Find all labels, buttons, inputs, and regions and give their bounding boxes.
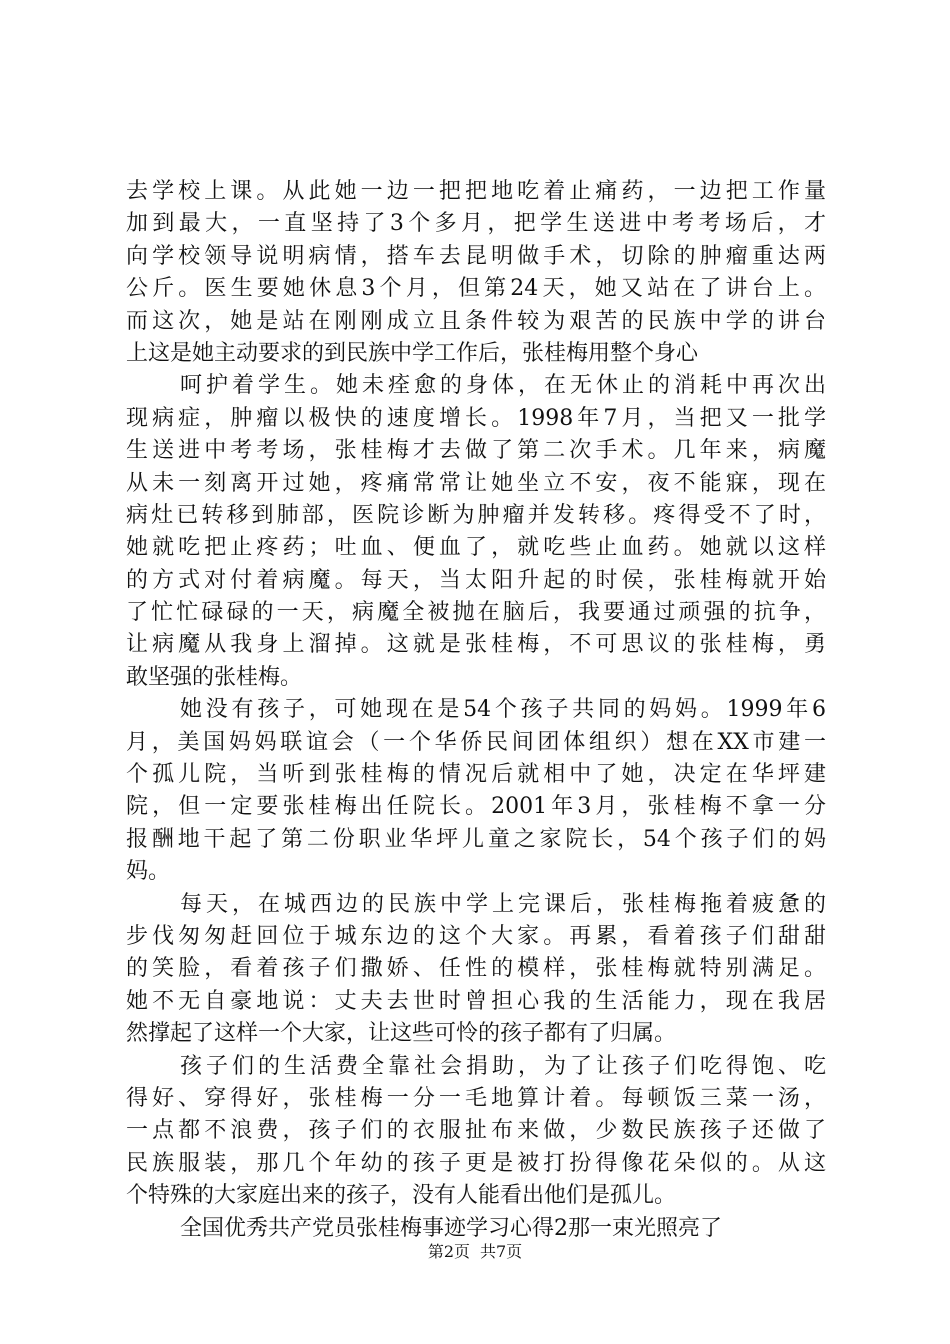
text-line: 呵护着学生。她未痊愈的身体，在无休止的消耗中再次出 bbox=[180, 373, 826, 399]
text-line: 病灶已转移到肺部，医院诊断为肿瘤并发转移。疼得受不了时， bbox=[126, 502, 826, 528]
text-line: 让病魔从我身上溜掉。这就是张桂梅，不可思议的张桂梅，勇 bbox=[126, 632, 826, 658]
text-line: 而这次，她是站在刚刚成立且条件较为艰苦的民族中学的讲台 bbox=[126, 308, 826, 334]
text-line: 加到最大，一直坚持了3个多月，把学生送进中考考场后，才 bbox=[126, 211, 826, 237]
text-line: 的笑脸，看着孩子们撒娇、任性的模样，张桂梅就特别满足。 bbox=[126, 956, 826, 982]
text-line: 民族服装，那几个年幼的孩子更是被打扮得像花朵似的。从这 bbox=[126, 1150, 826, 1176]
text-line: 她没有孩子，可她现在是54个孩子共同的妈妈。1999年6 bbox=[180, 697, 826, 723]
text-line: 的方式对付着病魔。每天，当太阳升起的时侯，张桂梅就开始 bbox=[126, 567, 826, 593]
text-line: 上这是她主动要求的到民族中学工作后，张桂梅用整个身心 bbox=[126, 340, 699, 366]
page-footer bbox=[0, 1242, 950, 1262]
text-line: 妈。 bbox=[126, 859, 171, 885]
text-line: 步伐匆匆赶回位于城东边的这个大家。再累，看着孩子们甜甜 bbox=[126, 923, 826, 949]
text-line: 一点都不浪费，孩子们的衣服扯布来做，少数民族孩子还做了 bbox=[126, 1118, 826, 1144]
text-line: 然撑起了这样一个大家，让这些可怜的孩子都有了归属。 bbox=[126, 1021, 677, 1047]
text-line: 得好、穿得好，张桂梅一分一毛地算计着。每顿饭三菜一汤， bbox=[126, 1085, 826, 1111]
text-line: 去学校上课。从此她一边一把把地吃着止痛药，一边把工作量 bbox=[126, 179, 826, 204]
text-line: 月，美国妈妈联谊会（一个华侨民间团体组织）想在XX市建一 bbox=[126, 729, 826, 755]
text-line: 个特殊的大家庭出来的孩子，没有人能看出他们是孤儿。 bbox=[126, 1183, 677, 1209]
text-line: 现病症，肿瘤以极快的速度增长。1998年7月，当把又一批学 bbox=[126, 405, 826, 431]
text-line: 了忙忙碌碌的一天，病魔全被抛在脑后，我要通过顽强的抗争， bbox=[126, 600, 826, 626]
text-line: 全国优秀共产党员张桂梅事迹学习心得2那一束光照亮了 bbox=[180, 1215, 722, 1241]
document-body bbox=[126, 176, 826, 1245]
text-line: 敢坚强的张桂梅。 bbox=[126, 664, 303, 690]
text-line: 每天，在城西边的民族中学上完课后，张桂梅拖着疲惫的 bbox=[180, 891, 826, 917]
text-line: 报酬地干起了第二份职业华坪儿童之家院长，54个孩子们的妈 bbox=[126, 826, 826, 852]
text-line: 生送进中考考场，张桂梅才去做了第二次手术。几年来，病魔 bbox=[126, 438, 826, 464]
page-total: 共7页 bbox=[480, 1242, 523, 1261]
text-line: 公斤。医生要她休息3个月，但第24天，她又站在了讲台上。 bbox=[126, 276, 826, 302]
text-line: 她就吃把止疼药；吐血、便血了，就吃些止血药。她就以这样 bbox=[126, 535, 826, 561]
text-line: 院，但一定要张桂梅出任院长。2001年3月，张桂梅不拿一分 bbox=[126, 794, 826, 820]
text-line: 孩子们的生活费全靠社会捐助，为了让孩子们吃得饱、吃 bbox=[180, 1053, 826, 1079]
text-line: 她不无自豪地说：丈夫去世时曾担心我的生活能力，现在我居 bbox=[126, 988, 826, 1014]
text-line: 个孤儿院，当听到张桂梅的情况后就相中了她，决定在华坪建 bbox=[126, 762, 826, 788]
text-line: 从未一刻离开过她，疼痛常常让她坐立不安，夜不能寐，现在 bbox=[126, 470, 826, 496]
text-line: 向学校领导说明病情，搭车去昆明做手术，切除的肿瘤重达两 bbox=[126, 243, 826, 269]
page-number: 第2页 bbox=[427, 1242, 470, 1261]
